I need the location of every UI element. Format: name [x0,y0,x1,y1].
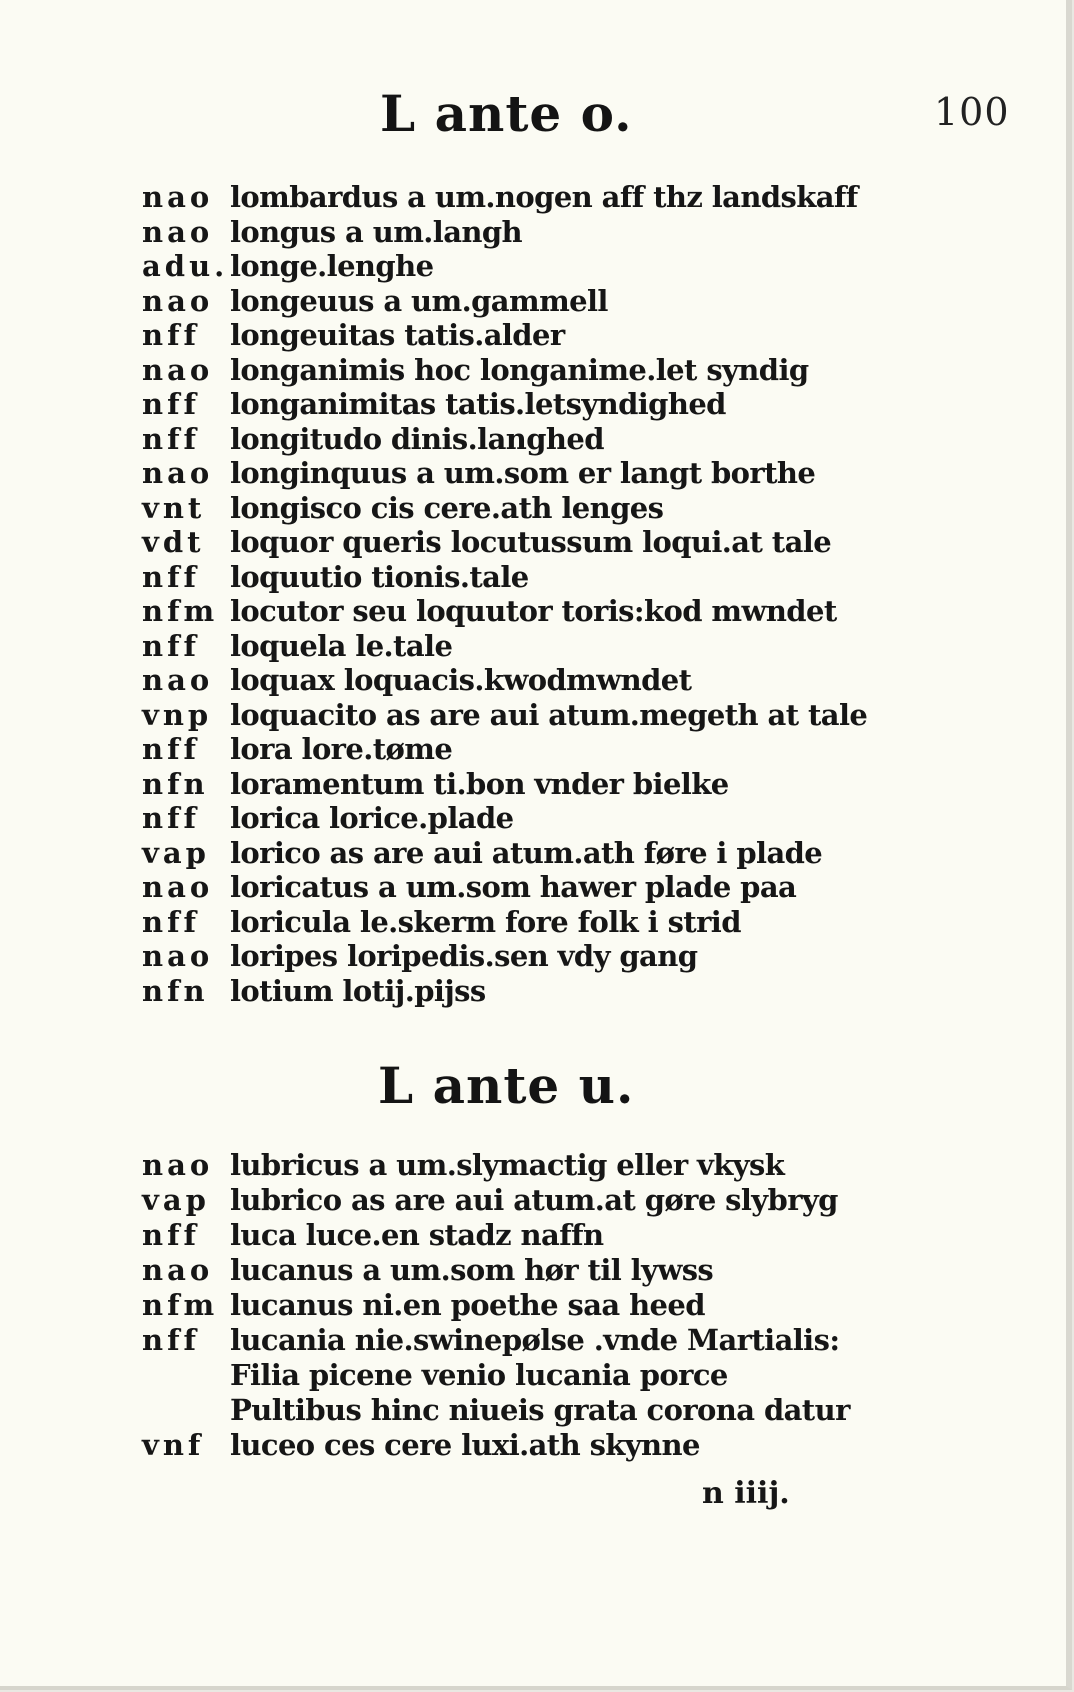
entry-text: loramentum ti.bon vnder bielke [230,766,729,801]
grammar-code: nfn [142,973,209,1008]
list-item [0,1183,1066,1218]
grammar-code: adu. [142,249,229,283]
entry-text: locutor seu loquutor toris:kod mwndet [230,594,837,628]
grammar-code: nao [142,180,214,214]
list-item [0,422,1066,457]
list-item [0,525,1066,560]
list-item [0,560,1066,595]
entry-text: longeuitas tatis.alder [230,318,565,352]
list-item [0,1218,1066,1253]
grammar-code: nff [142,732,201,766]
grammar-code: vnp [142,697,213,732]
list-item [0,1428,1066,1463]
grammar-code: nff [142,559,201,594]
list-item [0,836,1066,871]
grammar-code: vap [142,835,210,870]
grammar-code: nao [142,1148,214,1182]
list-item [0,698,1066,733]
grammar-code: nao [142,456,214,490]
grammar-code: nff [142,904,201,939]
entry-text: luceo ces cere luxi.ath skynne [230,1428,700,1462]
list-item [0,353,1066,388]
entry-text: longitudo dinis.langhed [230,421,604,456]
entry-text: lorica lorice.plade [230,801,514,835]
entry-text: longisco cis cere.ath lenges [230,490,664,525]
grammar-code: nff [142,1323,201,1357]
entry-text: lora lore.tøme [230,732,453,766]
grammar-code: vnt [142,490,206,525]
list-item [0,215,1066,250]
page-number: 100 [934,90,1010,134]
grammar-code: nff [142,628,201,663]
grammar-code: nff [142,421,201,456]
list-item [0,663,1066,698]
list-item [0,629,1066,664]
entry-text: loquutio tionis.tale [230,559,529,594]
entry-text: loquacito as are aui atum.megeth at tale [230,697,868,732]
list-item [0,1253,1066,1288]
entry-text: lotium lotij.pijss [230,973,486,1008]
entry-text: loripes loripedis.sen vdy gang [230,939,698,973]
entry-text: loquela le.tale [230,628,453,663]
entry-text: longeuus a um.gammell [230,283,608,318]
grammar-code: nao [142,939,214,973]
list-item [0,491,1066,526]
list-item [0,318,1066,353]
entry-text: lucania nie.swinepølse .vnde Martialis: [230,1323,840,1357]
list-item [0,732,1066,767]
list-item [0,939,1066,974]
list-item [0,1288,1066,1323]
list-item [0,905,1066,940]
grammar-code: nff [142,387,201,421]
grammar-code: vdt [142,525,205,559]
entry-text: Filia picene venio lucania porce [230,1358,728,1392]
grammar-code: nao [142,352,214,387]
entry-text: Pultibus hinc niueis grata corona datur [230,1393,850,1427]
grammar-code: nff [142,801,201,835]
signature-mark: n iiij. [702,1476,790,1511]
entry-text: lorico as are aui atum.ath føre i plade [230,835,823,870]
section-heading: L ante o. [380,84,633,143]
entry-text: lubricus a um.slymactig eller vkysk [230,1148,785,1182]
entry-text: lubrico as are aui atum.at gøre slybryg [230,1183,838,1217]
section-heading: L ante u. [378,1056,635,1115]
entry-text: loquor queris locutussum loqui.at tale [230,525,832,559]
grammar-code: nao [142,663,214,697]
grammar-code: nfm [142,1288,219,1322]
list-item [0,801,1066,836]
list-item [0,594,1066,629]
entry-list [0,1148,1066,1463]
grammar-code: nfm [142,594,219,628]
grammar-code: nfn [142,766,209,801]
grammar-code: vap [142,1183,210,1217]
list-item [0,456,1066,491]
entry-text: lucanus a um.som hør til lywss [230,1253,714,1287]
entry-text: longus a um.langh [230,214,523,249]
list-item [0,870,1066,905]
list-item [0,767,1066,802]
list-item [0,1148,1066,1183]
list-item [0,1323,1066,1358]
entry-text: loquax loquacis.kwodmwndet [230,663,692,697]
entry-text: loricula le.skerm fore folk i strid [230,904,741,939]
entry-text: lombardus a um.nogen aff thz landskaff [230,180,858,214]
list-item [0,1393,1066,1428]
list-item [0,284,1066,319]
list-item [0,387,1066,422]
entry-text: longanimis hoc longanime.let syndig [230,352,809,387]
grammar-code: nao [142,1253,214,1287]
grammar-code: nao [142,870,214,904]
entry-list [0,180,1066,1008]
grammar-code: nao [142,283,214,318]
entry-text: longanimitas tatis.letsyndighed [230,387,726,421]
list-item [0,249,1066,284]
grammar-code: vnf [142,1428,205,1462]
entry-text: longe.lenghe [230,249,434,283]
grammar-code: nff [142,1218,201,1252]
list-item [0,180,1066,215]
entry-text: lucanus ni.en poethe saa heed [230,1288,705,1322]
grammar-code: nao [142,214,214,249]
entry-text: luca luce.en stadz naffn [230,1218,604,1252]
list-item [0,1358,1066,1393]
list-item [0,974,1066,1009]
entry-text: longinquus a um.som er langt borthe [230,456,816,490]
grammar-code: nff [142,318,201,352]
entry-text: loricatus a um.som hawer plade paa [230,870,797,904]
